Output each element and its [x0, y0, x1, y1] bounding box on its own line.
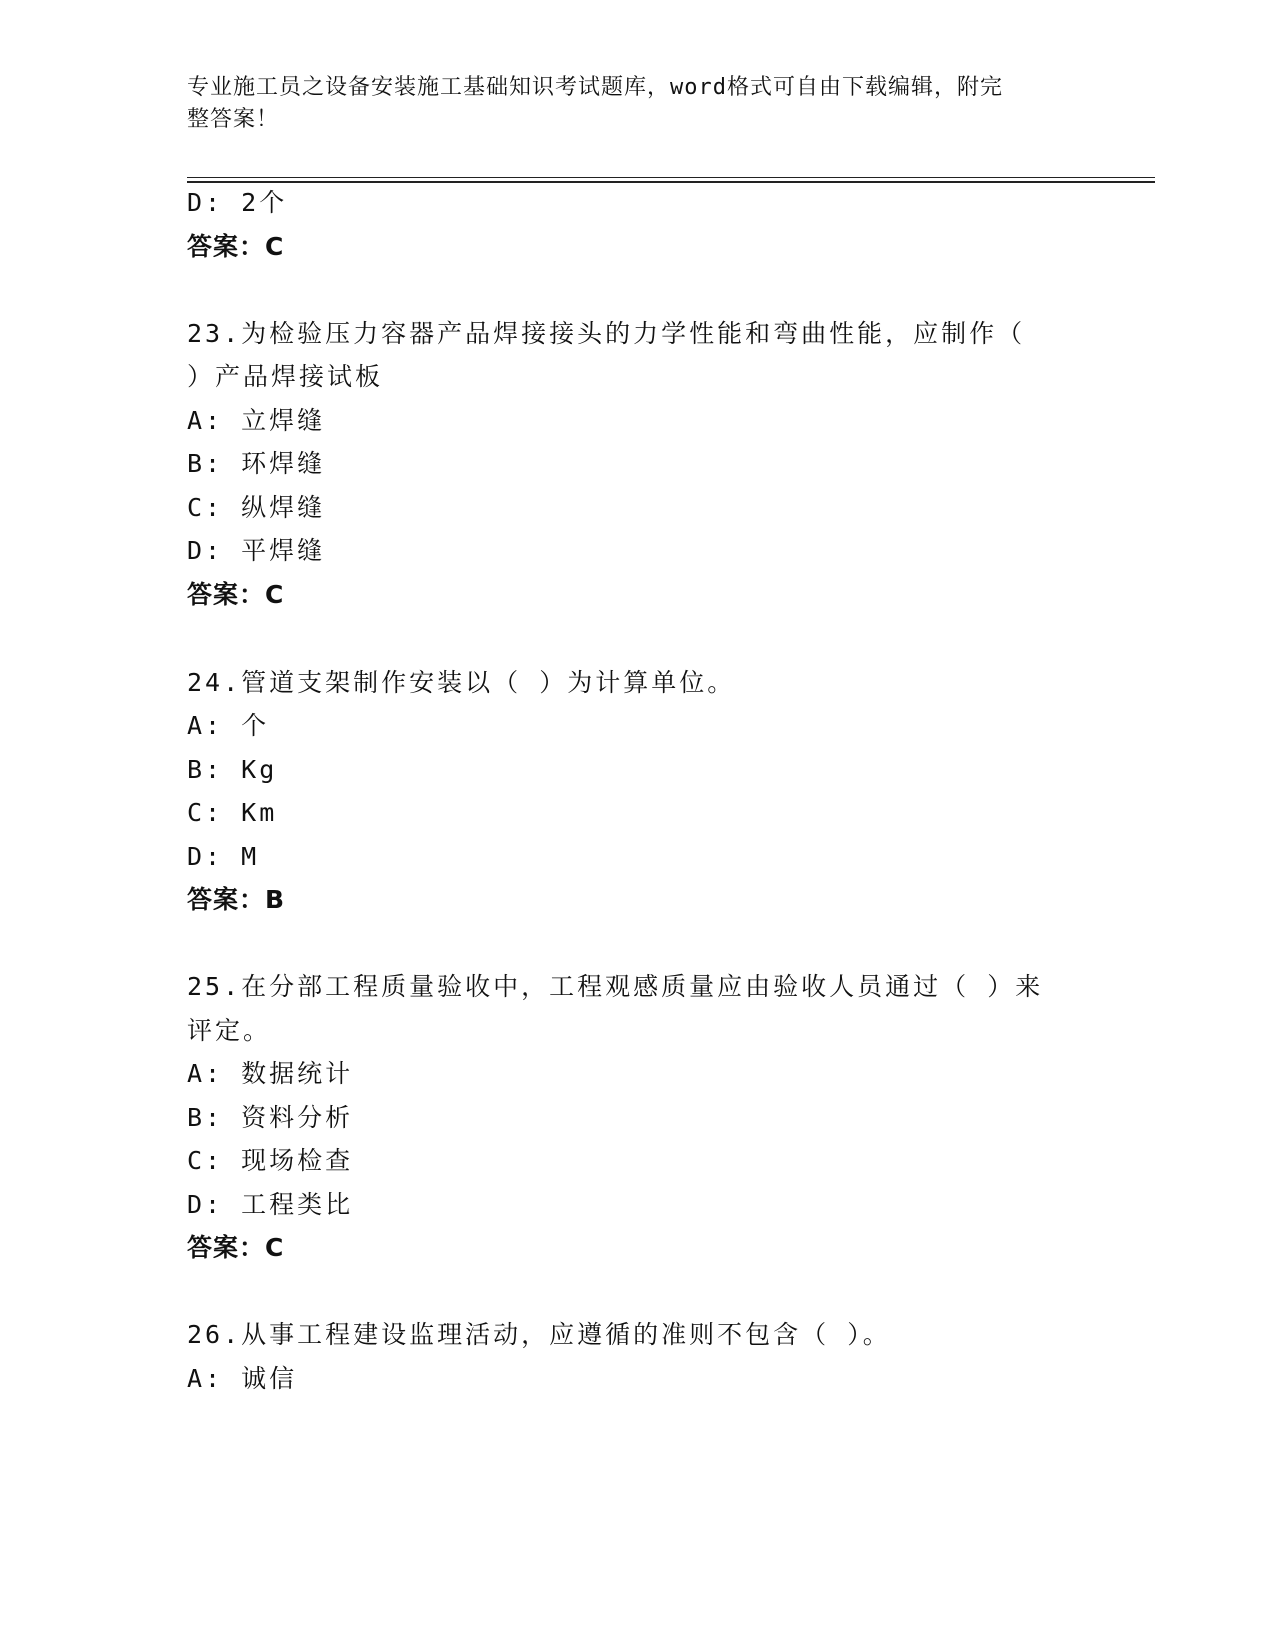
q23-answer: 答案：C — [187, 580, 285, 609]
q23-option-b: B: 环焊缝 — [187, 449, 326, 478]
q22-option-d: D: 2个 — [187, 188, 288, 217]
header-line-2: 整答案！ — [187, 107, 280, 132]
q24-option-a: A: 个 — [187, 711, 270, 740]
q23-stem-line-2: ）产品焊接试板 — [187, 362, 384, 391]
q24-option-d: D: M — [187, 842, 260, 871]
q25-option-d: D: 工程类比 — [187, 1190, 354, 1219]
header-line-1: 专业施工员之设备安装施工基础知识考试题库，word格式可自由下载编辑，附完 — [187, 75, 1003, 100]
q24-answer: 答案：B — [187, 885, 286, 914]
q25-option-c: C: 现场检查 — [187, 1146, 354, 1175]
q25-option-a: A: 数据统计 — [187, 1059, 354, 1088]
document-header — [187, 72, 1067, 136]
q25-answer: 答案：C — [187, 1233, 285, 1262]
q22-answer: 答案：C — [187, 232, 285, 261]
header-divider-thin — [187, 177, 1155, 178]
q26-stem-line-1: 26.从事工程建设监理活动，应遵循的准则不包含（ ）。 — [187, 1320, 891, 1349]
q23-option-c: C: 纵焊缝 — [187, 493, 326, 522]
q24-stem-line-1: 24.管道支架制作安装以（ ）为计算单位。 — [187, 668, 736, 697]
q24-option-c: C: Km — [187, 798, 278, 827]
q25-option-b: B: 资料分析 — [187, 1103, 354, 1132]
q26-option-a: A: 诚信 — [187, 1364, 298, 1393]
q24-option-b: B: Kg — [187, 755, 278, 784]
q23-stem-line-1: 23.为检验压力容器产品焊接接头的力学性能和弯曲性能，应制作（ — [187, 319, 1026, 348]
header-divider-thick — [187, 181, 1155, 183]
q25-stem-line-2: 评定。 — [187, 1016, 272, 1045]
q23-option-d: D: 平焊缝 — [187, 536, 326, 565]
q25-stem-line-1: 25.在分部工程质量验收中，工程观感质量应由验收人员通过（ ）来 — [187, 972, 1044, 1001]
q23-option-a: A: 立焊缝 — [187, 406, 326, 435]
